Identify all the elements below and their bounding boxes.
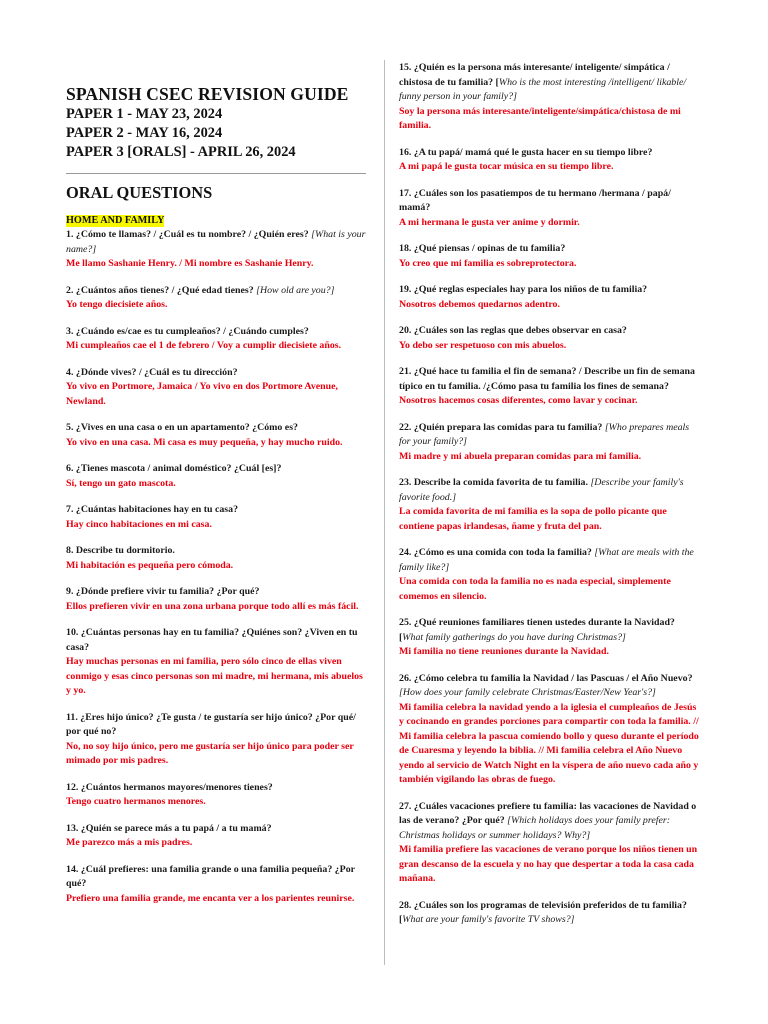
question-text	[66, 626, 366, 655]
question-spanish: 24. ¿Cómo es una comida con toda la familia?	[399, 547, 592, 558]
question-text	[66, 325, 366, 340]
question-spanish: 12. ¿Cuántos hermanos mayores/menores tienes?	[66, 781, 273, 793]
question-text	[399, 324, 701, 339]
question-text	[66, 284, 366, 299]
question-translation: [Which holidays does your family prefer: Christmas holidays or summer holidays? Why?]	[399, 815, 670, 841]
question-block	[66, 585, 366, 614]
question-block	[66, 325, 366, 354]
header-rule	[66, 173, 366, 174]
question-spanish: 14. ¿Cuál prefieres: una familia grande o una familia pequeña? ¿Por qué?	[66, 863, 355, 889]
question-text	[66, 228, 366, 257]
question-spanish: 16. ¿A tu papá/ mamá qué le gusta hacer en su tiempo libre?	[399, 146, 653, 158]
question-spanish: 9. ¿Dónde prefiere vivir tu familia? ¿Por qué?	[66, 586, 260, 597]
answer-text: Ellos prefieren vivir en una zona urbana porque todo allí es más fácil.	[66, 600, 359, 612]
answer-text: Yo tengo diecisiete años.	[66, 299, 168, 310]
question-block	[66, 781, 366, 810]
question-text	[399, 283, 701, 298]
question-block	[399, 61, 701, 134]
question-spanish: 3. ¿Cuándo es/cae es tu cumpleaños? / ¿Cuándo cumples?	[66, 325, 309, 337]
answer-text: A mi hermana le gusta ver anime y dormir.	[399, 216, 580, 228]
question-spanish: 23. Describe la comida favorita de tu familia.	[399, 477, 588, 488]
answer-text: Hay muchas personas en mi familia, pero sólo cinco de ellas viven conmigo y esas cinco personas son mi madre, mi hermana, mis abuelos y yo.	[66, 656, 363, 696]
question-block	[399, 283, 701, 312]
question-translation: [What are meals with the family like?]	[399, 547, 694, 573]
answer-text: Soy la persona más interesante/inteligente/simpática/chistosa de mi familia.	[399, 105, 681, 131]
question-translation: What family gatherings do you have during Christmas?]	[402, 631, 626, 643]
question-block	[399, 800, 701, 887]
question-block	[66, 462, 366, 491]
question-spanish: 10. ¿Cuántas personas hay en tu familia? ¿Quiénes son? ¿Viven en tu casa?	[66, 627, 358, 653]
question-block	[66, 544, 366, 573]
question-spanish: 27. ¿Cuáles vacaciones prefiere tu familia: las vacaciones de Navidad o las de verano? ¿Por qué?	[399, 800, 697, 826]
document-title: SPANISH CSEC REVISION GUIDE	[66, 84, 349, 104]
question-block	[399, 546, 701, 604]
answer-text: Mi familia no tiene reuniones durante la Navidad.	[399, 646, 609, 657]
question-spanish: 7. ¿Cuántas habitaciones hay en tu casa?	[66, 504, 239, 515]
question-text	[399, 476, 701, 505]
question-spanish: 2. ¿Cuántos años tienes? / ¿Qué edad tienes?	[66, 284, 254, 296]
question-block	[399, 365, 701, 409]
right-column	[399, 61, 701, 940]
question-text	[66, 544, 366, 559]
answer-text: Prefiero una familia grande, me encanta ver a los parientes reunirse.	[66, 892, 355, 904]
question-block	[399, 672, 701, 788]
question-text	[399, 242, 701, 257]
question-translation: What are your family's favorite TV shows?]	[402, 914, 575, 925]
answer-text: Tengo cuatro hermanos menores.	[66, 796, 206, 807]
question-block	[66, 503, 366, 532]
question-text	[66, 711, 366, 740]
answer-text: Nosotros hacemos cosas diferentes, como lavar y cocinar.	[399, 395, 638, 406]
question-text	[399, 146, 701, 161]
question-text	[66, 781, 366, 796]
answer-text: Me parezco más a mis padres.	[66, 837, 193, 848]
answer-text: Yo vivo en una casa. Mi casa es muy pequeña, y hay mucho ruido.	[66, 436, 343, 448]
right-question-list	[399, 61, 701, 928]
question-block	[66, 228, 366, 272]
question-spanish: 26. ¿Cómo celebra tu familia la Navidad / las Pascuas / el Año Nuevo?	[399, 672, 693, 684]
answer-text: A mi papá le gusta tocar música en su tiempo libre.	[399, 161, 614, 172]
question-text	[399, 616, 701, 645]
answer-text: Yo vivo en Portmore, Jamaica / Yo vivo en dos Portmore Avenue, Newland.	[66, 381, 338, 407]
question-block	[66, 421, 366, 450]
answer-text: Mi cumpleaños cae el 1 de febrero / Voy a cumplir diecisiete años.	[66, 340, 342, 351]
question-text	[399, 546, 701, 575]
question-block	[66, 366, 366, 410]
home-family-label: HOME AND FAMILY	[66, 215, 165, 226]
question-block	[399, 899, 701, 928]
question-text	[66, 822, 366, 837]
question-block	[399, 476, 701, 534]
answer-text: Me llamo Sashanie Henry. / Mi nombre es Sashanie Henry.	[66, 258, 314, 269]
question-block	[66, 626, 366, 699]
paper-3-date: PAPER 3 [ORALS] - APRIL 26, 2024	[66, 144, 296, 160]
answer-text: Yo creo que mi familia es sobreprotectora.	[399, 257, 577, 269]
paper-1-date: PAPER 1 - MAY 23, 2024	[66, 106, 223, 122]
question-text	[399, 800, 701, 844]
paper-2-date: PAPER 2 - MAY 16, 2024	[66, 125, 223, 141]
question-block	[66, 711, 366, 769]
question-translation: [Who prepares meals for your family?]	[399, 421, 690, 447]
question-text	[66, 503, 366, 518]
question-block	[399, 146, 701, 175]
question-block	[66, 822, 366, 851]
question-block	[399, 324, 701, 353]
question-spanish: 4. ¿Dónde vives? / ¿Cuál es tu dirección?	[66, 366, 238, 378]
question-block	[66, 284, 366, 313]
question-text	[399, 61, 701, 105]
question-spanish: 17. ¿Cuáles son los pasatiempos de tu hermano /hermana / papá/ mamá?	[399, 187, 671, 213]
question-text	[399, 187, 701, 216]
question-spanish: 15. ¿Quién es la persona más interesante/ inteligente/ simpática / chistosa de tu familia? [	[399, 62, 670, 88]
answer-text: Nosotros debemos quedarnos adentro.	[399, 298, 560, 310]
question-translation: [Describe your family's favorite food.]	[399, 477, 684, 503]
answer-text: Mi familia prefiere las vacaciones de verano porque los niños tienen un gran descanso de la escuela y no hay que despertar a toda la casa cada mañana.	[399, 844, 698, 884]
question-translation: [What is your name?]	[66, 229, 366, 255]
question-spanish: 20. ¿Cuáles son las reglas que debes observar en casa?	[399, 325, 627, 336]
answer-text: La comida favorita de mi familia es la sopa de pollo picante que contiene papas irlandesas, ñame y fruta del pan.	[399, 506, 667, 532]
question-text	[66, 585, 366, 600]
question-text	[399, 672, 701, 701]
question-spanish: 6. ¿Tienes mascota / animal doméstico? ¿Cuál [es]?	[66, 463, 282, 474]
question-text	[399, 899, 701, 928]
answer-text: Una comida con toda la familia no es nada especial, simplemente comemos en silencio.	[399, 576, 671, 602]
section-label-wrap	[66, 210, 366, 228]
question-spanish: 25. ¿Qué reuniones familiares tienen ustedes durante la Navidad? [	[399, 617, 675, 643]
question-spanish: 21. ¿Qué hace tu familia el fin de semana? / Describe un fin de semana típico en tu familia. /¿Cómo pasa tu familia los fines de semana?	[399, 366, 695, 392]
oral-questions-heading: ORAL QUESTIONS	[66, 183, 213, 202]
question-spanish: 18. ¿Qué piensas / opinas de tu familia?	[399, 243, 566, 254]
question-text	[66, 462, 366, 477]
answer-text: Mi madre y mi abuela preparan comidas para mi familia.	[399, 450, 642, 462]
question-block	[399, 421, 701, 465]
column-divider	[384, 60, 385, 965]
question-spanish: 8. Describe tu dormitorio.	[66, 545, 175, 556]
question-text	[399, 365, 701, 394]
answer-text: No, no soy hijo único, pero me gustaría ser hijo único para poder ser mimado por mis padres.	[66, 740, 354, 766]
question-text	[399, 421, 701, 450]
question-spanish: 28. ¿Cuáles son los programas de televisión preferidos de tu familia? [	[399, 899, 687, 925]
question-translation: Who is the most interesting /intelligent/ likable/ funny person in your family?]	[399, 76, 687, 102]
answer-text: Mi habitación es pequeña pero cómoda.	[66, 559, 234, 571]
question-block	[399, 616, 701, 660]
question-spanish: 5. ¿Vives en una casa o en un apartamento? ¿Cómo es?	[66, 422, 298, 433]
answer-text: Hay cinco habitaciones en mi casa.	[66, 518, 212, 530]
question-block	[66, 863, 366, 907]
question-text	[66, 863, 366, 892]
question-text	[66, 366, 366, 381]
question-spanish: 11. ¿Eres hijo único? ¿Te gusta / te gustaría ser hijo único? ¿Por qué/ por qué no?	[66, 711, 356, 737]
question-translation: [How old are you?]	[253, 284, 335, 296]
left-column	[66, 84, 366, 918]
question-spanish: 22. ¿Quién prepara las comidas para tu familia?	[399, 421, 603, 433]
question-spanish: 19. ¿Qué reglas especiales hay para los niños de tu familia?	[399, 284, 648, 295]
question-text	[66, 421, 366, 436]
answer-text: Mi familia celebra la navidad yendo a la iglesia el cumpleaños de Jesús y cocinando en grandes porciones para compartir con toda la familia. // Mi familia celebra la pascua comiendo bollo y queso durante el período de Cuaresma y leyendo la biblia. // Mi familia celebra el Año Nuevo yendo al servicio de Watch Night en la víspera de año nuevo cada año y también vigilando las obras de fuego.	[399, 701, 699, 785]
answer-text: Yo debo ser respetuoso con mis abuelos.	[399, 339, 567, 351]
answer-text: Sí, tengo un gato mascota.	[66, 477, 176, 489]
question-block	[399, 242, 701, 271]
question-translation: [How does your family celebrate Christmas/Easter/New Year's?]	[399, 687, 656, 698]
left-question-list	[66, 228, 366, 906]
question-spanish: 1. ¿Cómo te llamas? / ¿Cuál es tu nombre? / ¿Quién eres?	[66, 229, 309, 240]
question-block	[399, 187, 701, 231]
question-spanish: 13. ¿Quién se parece más a tu papá / a tu mamá?	[66, 822, 272, 834]
